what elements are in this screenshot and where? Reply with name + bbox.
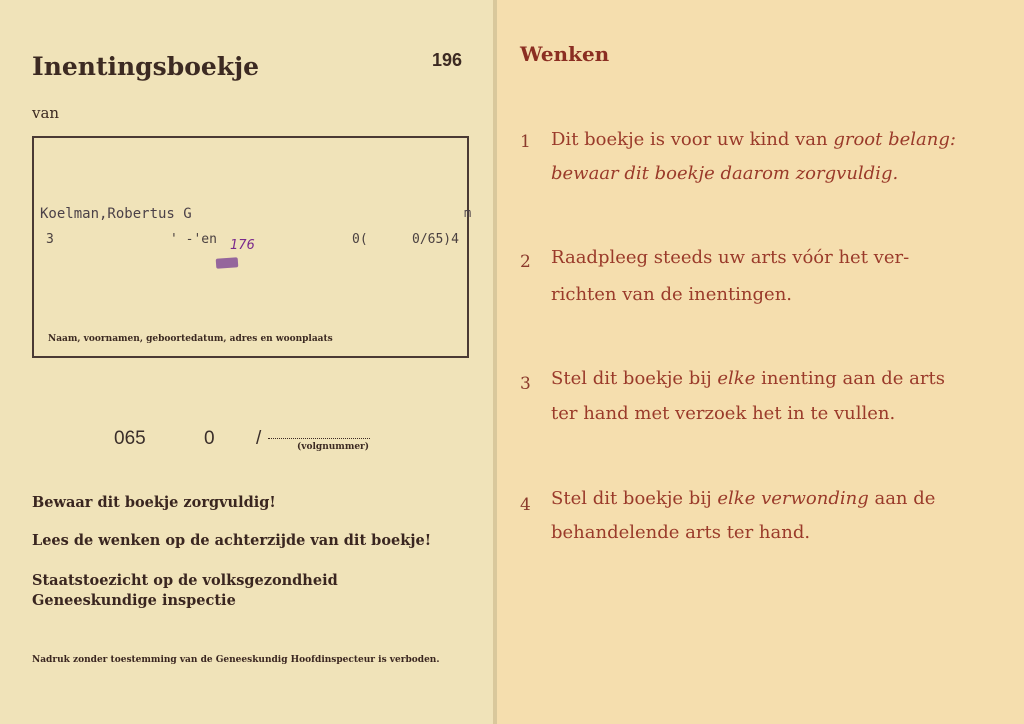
volgnummer-label: (volgnummer) [297,442,370,452]
tip-number: 1 [520,132,531,152]
authority-line-2: Geneeskundige inspectie [32,592,236,609]
gender-mark: m [464,206,472,220]
tip-3-line-1: Stel dit boekje bij elke inenting aan de arts [551,368,945,389]
van-label: van [32,104,60,122]
serial-middle: 0 [204,428,215,449]
left-page [0,0,496,724]
right-page [497,0,1024,724]
lees-notice: Lees de wenken op de achterzijde van dit boekje! [32,532,432,549]
stamp-part-a: 3 [46,232,54,247]
holder-name: Koelman,Robertus G [40,206,192,222]
tip-number: 2 [520,252,531,272]
tip-number: 3 [520,374,531,394]
wenken-heading: Wenken [520,42,610,66]
stamp-part-c: 0( [352,232,368,247]
serial-prefix: 065 [114,428,146,449]
tip-4-line-1: Stel dit boekje bij elke verwonding aan de [551,488,936,509]
tip-2-line-1: Raadpleeg steeds uw arts vóór het ver- [551,247,910,268]
ink-scribble [216,257,239,269]
tip-1-line-2: bewaar dit boekje daarom zorgvuldig. [551,163,899,184]
stamp-part-d: 0/65)4 [412,232,459,247]
handwritten-number: 176 [230,238,255,253]
tip-number: 4 [520,495,531,515]
bewaar-notice: Bewaar dit boekje zorgvuldig! [32,494,276,511]
volgnummer-line [268,438,370,439]
identity-box [32,136,472,358]
box-caption: Naam, voornamen, geboortedatum, adres en woonplaats [48,334,333,344]
tip-4-line-2: behandelende arts ter hand. [551,522,811,543]
authority-line-1: Staatstoezicht op de volksgezondheid [32,572,338,589]
tip-3-line-2: ter hand met verzoek het in te vullen. [551,403,896,424]
year-label: 196 [432,50,463,70]
serial-slash: / [256,428,262,449]
tip-2-line-2: richten van de inentingen. [551,284,793,305]
stamp-part-b: ' -'en [170,232,217,247]
tip-1-line-1: Dit boekje is voor uw kind van groot belang: [551,129,956,150]
reprint-notice: Nadruk zonder toestemming van de Geneeskundig Hoofdinspecteur is verboden. [32,655,440,665]
booklet-title: Inentingsboekje [32,52,260,81]
